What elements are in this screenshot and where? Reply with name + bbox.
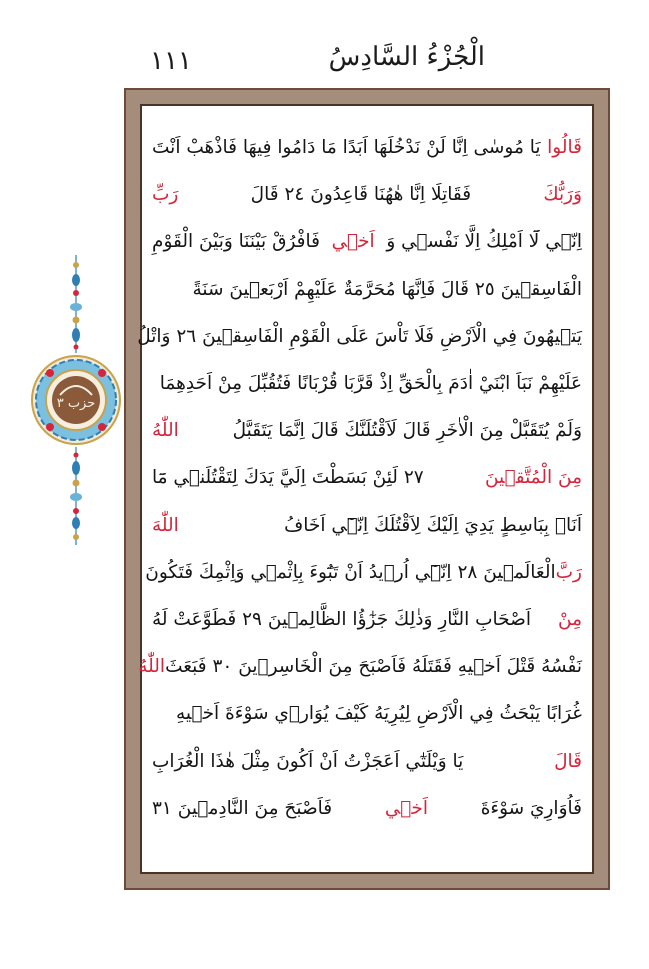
verse-text: وَلَمْ يُتَقَبَّلْ مِنَ الْاٰخَرِ قَالَ لَاَقْتُلَنَّكَ قَالَ اِنَّمَا يَتَقَبَّلُ	[232, 420, 582, 442]
text-line	[152, 454, 582, 501]
divine-name-text: رَبَّ	[555, 561, 582, 583]
text-line	[152, 218, 582, 265]
text-line	[137, 313, 582, 360]
text-line	[152, 266, 582, 313]
verse-text: يَت۪يهُونَ فِي الْاَرْضِ فَلَا تَاْسَ عَلَى الْقَوْمِ الْفَاسِق۪ينَ ٢٦ وَاتْلُ	[137, 325, 582, 347]
divine-name-text: اللّٰهُ	[138, 656, 166, 678]
divine-name-text: اَخ۪ي	[384, 797, 428, 819]
verse-text: فَقَاتِلَا اِنَّا هٰهُنَا قَاعِدُونَ ٢٤ قَالَ	[250, 184, 472, 206]
divine-name-text: اَخ۪ي	[331, 231, 375, 253]
verse-text: يَا مُوسٰى اِنَّا لَنْ نَدْخُلَهَا اَبَدًا مَا دَامُوا فِيهَا فَاذْهَبْ اَنْتَ	[152, 137, 541, 159]
text-line	[145, 549, 582, 596]
divine-name-text: قَالَ	[554, 750, 582, 772]
verse-text: الْفَاسِق۪ينَ ٢٥ قَالَ فَاِنَّهَا مُحَرَّمَةٌ عَلَيْهِمْ اَرْبَع۪ينَ سَنَةً	[192, 278, 582, 300]
divine-name-text: اللّٰهَ	[152, 514, 179, 536]
page-header	[150, 40, 485, 80]
divine-name-text: مِنَ الْمُتَّق۪ينَ	[484, 467, 582, 489]
text-line	[152, 737, 582, 784]
verse-text: اَصْحَابِ النَّارِ وَذٰلِكَ جَزٰٓؤُا الظَّالِم۪ينَ ٢٩ فَطَوَّعَتْ لَهُ	[152, 608, 531, 630]
text-line	[152, 596, 582, 643]
text-line	[152, 360, 582, 407]
verse-text: ٢٧ لَئِنْ بَسَطْتَ اِلَيَّ يَدَكَ لِتَقْتُلَن۪ي مَٓا	[152, 467, 424, 489]
verse-text: فَافْرُقْ بَيْنَنَا وَبَيْنَ الْقَوْمِ	[152, 231, 320, 253]
hizb-marker-ornament	[30, 255, 122, 545]
verse-text: اِنّ۪ي لَٓا اَمْلِكُ اِلَّا نَفْس۪ي وَ	[386, 231, 582, 253]
verse-text: فَاُوَارِيَ سَوْءَةَ	[480, 797, 582, 819]
medallion-text: حزب ٣	[56, 396, 96, 411]
verse-text: اَنَا۬ بِبَاسِطٍ يَدِيَ اِلَيْكَ لِاَقْتُلَكَ اِنّ۪ٓي اَخَافُ	[284, 514, 582, 536]
juz-title: الْجُزْءُ السَّادِسُ	[328, 42, 485, 72]
text-line	[152, 502, 582, 549]
text-line	[138, 643, 582, 690]
text-line	[152, 124, 582, 171]
divine-name-text: مِنْ	[558, 608, 582, 630]
page-number: ١١١	[150, 46, 192, 76]
divine-name-text: قَالُوا	[547, 137, 582, 159]
verse-text-area	[137, 124, 582, 858]
divine-name-text: وَرَبُّكَ	[543, 184, 582, 206]
verse-text: نَفْسُهُ قَتْلَ اَخ۪يهِ فَقَتَلَهُ فَاَصْبَحَ مِنَ الْخَاسِر۪ينَ ٣٠ فَبَعَثَ	[165, 656, 582, 678]
page-frame	[124, 88, 610, 890]
divine-name-text: اللّٰهُ	[152, 420, 179, 442]
divine-name-text: رَبِّ	[152, 184, 179, 206]
text-line	[152, 785, 582, 832]
text-panel	[137, 104, 594, 874]
verse-text: فَاَصْبَحَ مِنَ النَّادِم۪ينَ ٣١	[152, 797, 333, 819]
text-line	[152, 171, 582, 218]
ornament-buds-bottom	[70, 453, 82, 541]
text-line	[152, 407, 582, 454]
ornament-buds-top	[70, 262, 82, 350]
text-line	[152, 690, 582, 737]
verse-text: عَلَيْهِمْ نَبَاَ ابْنَيْ اٰدَمَ بِالْحَقِّ اِذْ قَرَّبَا قُرْبَانًا فَتُقُبِّلَ مِنْ اَحَدِهِمَا	[159, 373, 582, 395]
verse-text: الْعَالَم۪ينَ ٢٨ اِنّ۪ٓي اُر۪يدُ اَنْ تَبُٓوءَ بِاِثْم۪ي وَاِثْمِكَ فَتَكُونَ	[145, 561, 556, 583]
verse-text: يَا وَيْلَتٰٓي اَعَجَزْتُ اَنْ اَكُونَ مِثْلَ هٰذَا الْغُرَابِ	[152, 750, 464, 772]
verse-text: غُرَابًا يَبْحَثُ فِي الْاَرْضِ لِيُرِيَهُ كَيْفَ يُوَار۪ي سَوْءَةَ اَخ۪يهِ	[176, 703, 582, 725]
